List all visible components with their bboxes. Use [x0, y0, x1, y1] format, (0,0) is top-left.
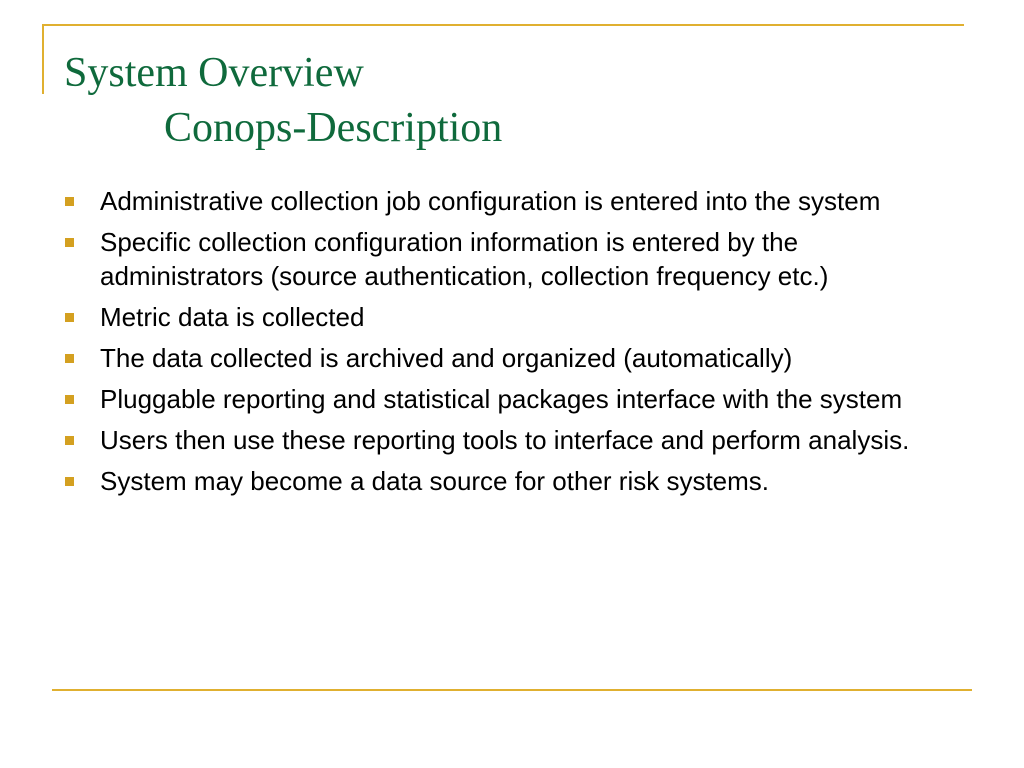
bullet-text: The data collected is archived and organized (automatically) — [100, 343, 793, 373]
bullet-text: System may become a data source for other risk systems. — [100, 466, 770, 496]
bullet-text: Pluggable reporting and statistical packages interface with the system — [100, 384, 903, 414]
bullet-text: Metric data is collected — [100, 302, 365, 332]
bullet-text: Specific collection configuration information is entered by the administrators (source authentication, collection frequency etc.) — [100, 227, 829, 291]
square-bullet-icon — [65, 313, 74, 322]
left-rule — [42, 24, 44, 94]
bullet-item — [64, 382, 964, 416]
bullet-item — [64, 300, 964, 334]
bullet-item — [64, 464, 964, 498]
square-bullet-icon — [65, 197, 74, 206]
bullet-text: Users then use these reporting tools to interface and perform analysis. — [100, 425, 910, 455]
square-bullet-icon — [65, 436, 74, 445]
bottom-rule — [52, 689, 972, 691]
square-bullet-icon — [65, 395, 74, 404]
slide-title — [64, 46, 502, 156]
title-line-2: Conops-Description — [164, 105, 503, 151]
bullet-text: Administrative collection job configuration is entered into the system — [100, 186, 881, 216]
square-bullet-icon — [65, 238, 74, 247]
bullet-list — [64, 184, 964, 505]
bullet-item — [64, 341, 964, 375]
bullet-item — [64, 225, 964, 293]
square-bullet-icon — [65, 477, 74, 486]
square-bullet-icon — [65, 354, 74, 363]
title-line-1: System Overview — [64, 50, 364, 96]
bullet-item — [64, 423, 964, 457]
top-rule — [42, 24, 964, 26]
bullet-item — [64, 184, 964, 218]
